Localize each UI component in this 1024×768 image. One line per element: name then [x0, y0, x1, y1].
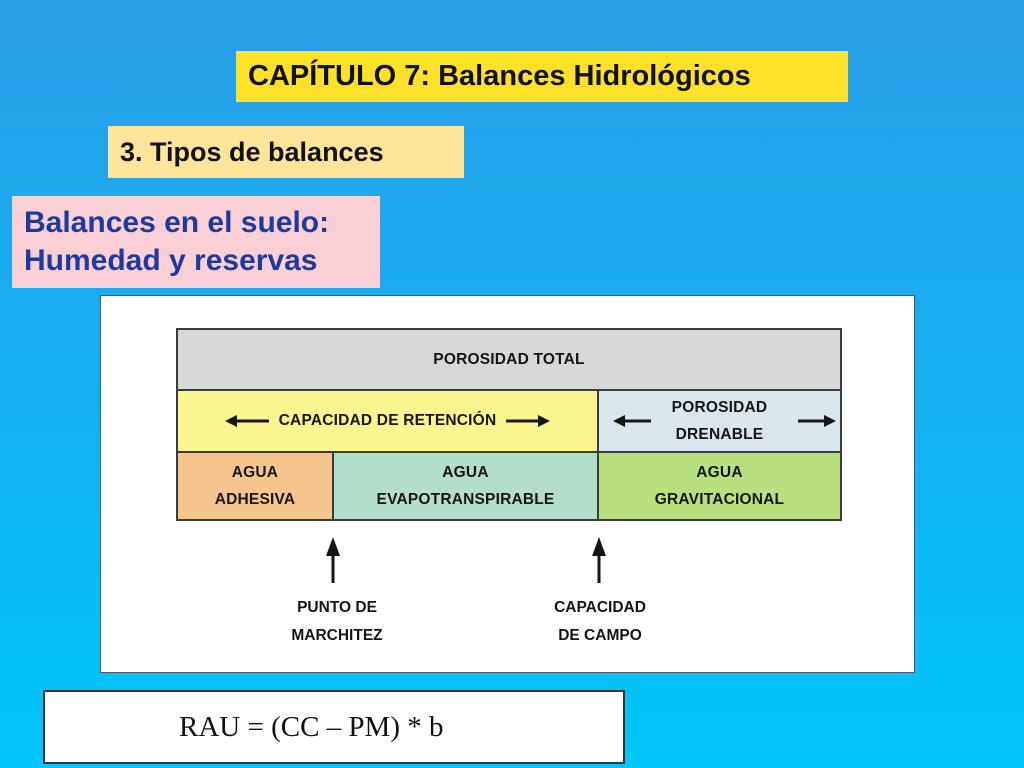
- agua-adhesiva-line2: ADHESIVA: [214, 491, 296, 508]
- soil-water-diagram: [100, 295, 915, 673]
- agua-adhesiva-line1: AGUA: [231, 464, 279, 481]
- punto-marchitez-line1: PUNTO DE: [297, 599, 377, 616]
- up-arrow-icon: [592, 537, 606, 583]
- porosidad-drenable-line1: POROSIDAD: [671, 399, 768, 416]
- capacidad-campo-line2: DE CAMPO: [558, 627, 642, 644]
- capacidad-retencion-label: CAPACIDAD DE RETENCIÓN: [278, 412, 497, 429]
- rau-formula: [43, 690, 625, 764]
- punto-marchitez-label: [237, 594, 437, 650]
- rau-formula-text: RAU = (CC – PM) * b: [179, 710, 444, 743]
- agua-evapotranspirable-line1: AGUA: [442, 464, 489, 481]
- up-arrow-icon: [326, 537, 340, 583]
- capacidad-campo-label: [500, 594, 700, 650]
- agua-gravitacional-line2: GRAVITACIONAL: [654, 491, 785, 508]
- agua-evapotranspirable-line2: EVAPOTRANSPIRABLE: [376, 491, 555, 508]
- porosidad-total-label: POROSIDAD TOTAL: [433, 350, 585, 368]
- porosidad-drenable-line2: DRENABLE: [675, 426, 764, 443]
- topic-heading: [12, 196, 380, 288]
- chapter-title: CAPÍTULO 7: Balances Hidrológicos: [236, 51, 848, 102]
- topic-heading-line1: Balances en el suelo:: [24, 206, 330, 239]
- section-subtitle: 3. Tipos de balances: [108, 126, 464, 178]
- topic-heading-line2: Humedad y reservas: [24, 244, 318, 277]
- punto-marchitez-line2: MARCHITEZ: [291, 627, 383, 644]
- capacidad-campo-line1: CAPACIDAD: [554, 599, 646, 616]
- agua-gravitacional-line1: AGUA: [696, 464, 743, 481]
